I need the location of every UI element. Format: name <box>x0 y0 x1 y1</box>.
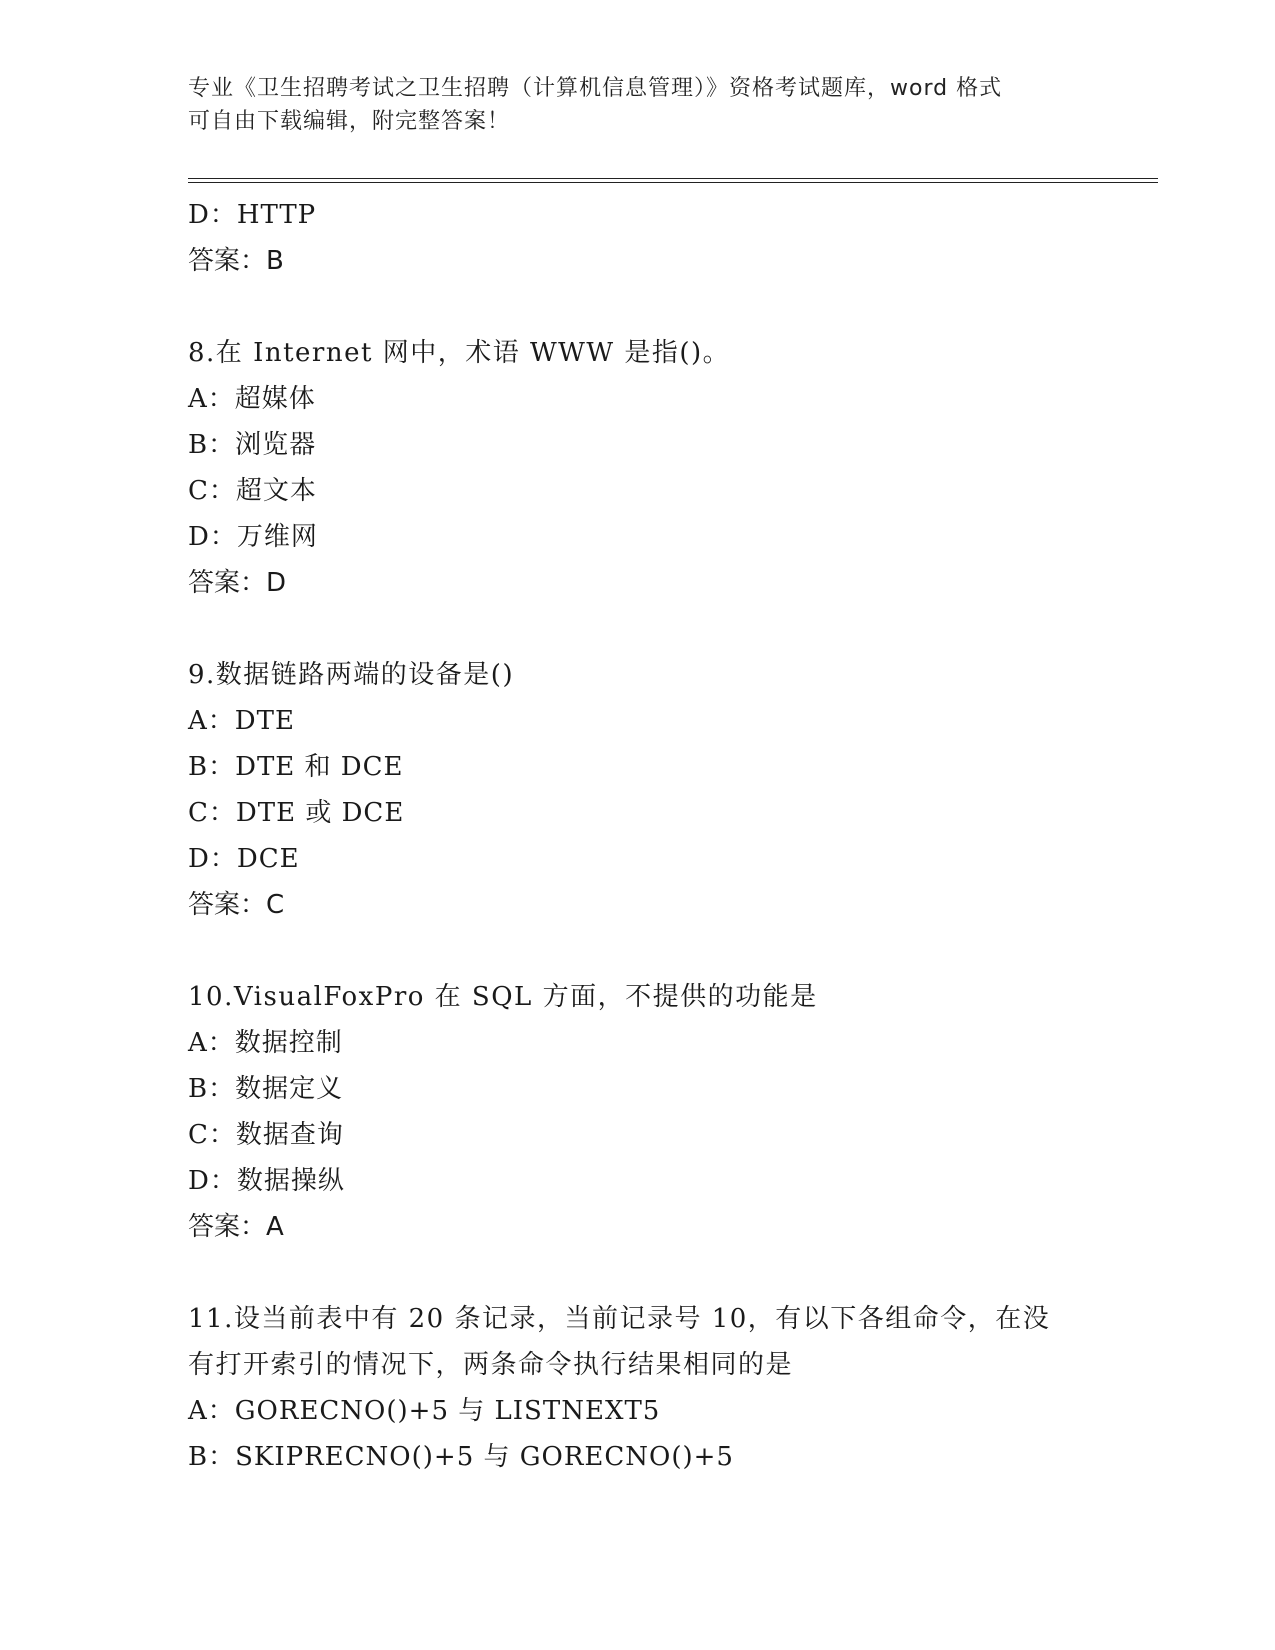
header-line-2: 可自由下载编辑，附完整答案！ <box>188 109 511 134</box>
question-stem: 8.在 Internet 网中，术语 WWW 是指()。 <box>188 338 731 368</box>
question-8 <box>188 330 1088 606</box>
question-11 <box>188 1296 1088 1480</box>
option-c: C：超文本 <box>188 476 317 506</box>
option-d: D：HTTP <box>188 200 317 230</box>
spacer <box>188 606 1088 652</box>
document-header <box>188 72 1088 138</box>
carryover-question-tail <box>188 192 1088 284</box>
option-d: D：万维网 <box>188 522 318 552</box>
question-10 <box>188 974 1088 1250</box>
option-b: B：DTE 和 DCE <box>188 752 404 782</box>
option-d: D：DCE <box>188 844 300 874</box>
option-b: B：浏览器 <box>188 430 317 460</box>
header-double-rule <box>188 178 1158 183</box>
option-a: A：GORECNO()+5 与 LISTNEXT5 <box>188 1396 661 1426</box>
question-stem: 9.数据链路两端的设备是() <box>188 660 515 690</box>
answer-line: 答案：A <box>188 1212 284 1242</box>
spacer <box>188 928 1088 974</box>
answer-line: 答案：B <box>188 246 284 276</box>
spacer <box>188 284 1088 330</box>
option-d: D：数据操纵 <box>188 1166 345 1196</box>
option-a: A：DTE <box>188 706 295 736</box>
option-a: A：超媒体 <box>188 384 316 414</box>
option-c: C：数据查询 <box>188 1120 344 1150</box>
question-stem-line-2: 有打开索引的情况下，两条命令执行结果相同的是 <box>188 1350 794 1380</box>
document-body <box>188 192 1088 1480</box>
spacer <box>188 1250 1088 1296</box>
header-line-1: 专业《卫生招聘考试之卫生招聘（计算机信息管理）》资格考试题库，word 格式 <box>188 76 1003 101</box>
option-a: A：数据控制 <box>188 1028 343 1058</box>
question-stem-line-1: 11.设当前表中有 20 条记录，当前记录号 10，有以下各组命令，在没 <box>188 1304 1051 1334</box>
option-c: C：DTE 或 DCE <box>188 798 405 828</box>
answer-line: 答案：C <box>188 890 285 920</box>
question-9 <box>188 652 1088 928</box>
answer-line: 答案：D <box>188 568 287 598</box>
option-b: B：数据定义 <box>188 1074 344 1104</box>
option-b: B：SKIPRECNO()+5 与 GORECNO()+5 <box>188 1442 734 1472</box>
question-stem: 10.VisualFoxPro 在 SQL 方面，不提供的功能是 <box>188 982 818 1012</box>
